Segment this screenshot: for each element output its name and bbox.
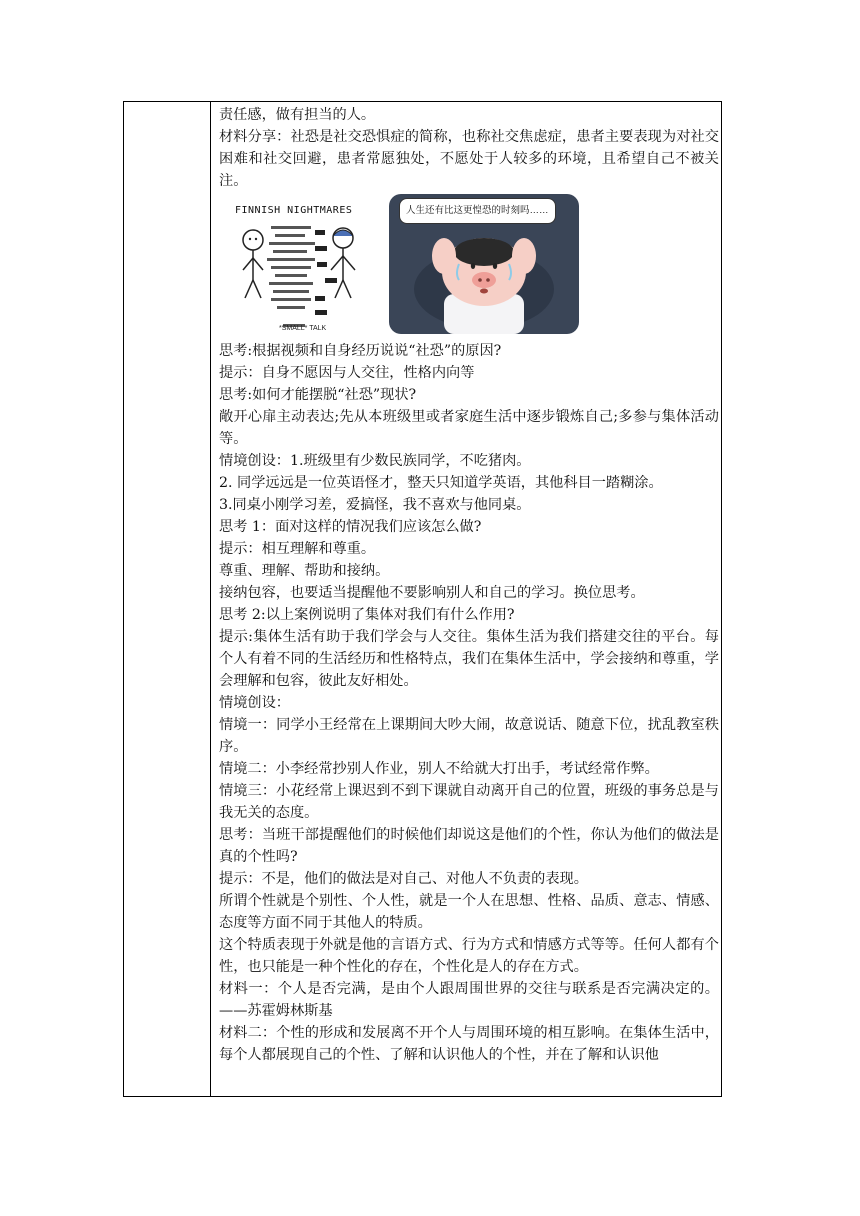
paragraph: 提示：相互理解和尊重。 bbox=[219, 541, 376, 557]
paragraph: 敞开心扉主动表达;先从本班级里或者家庭生活中逐步锻炼自己;多参与集体活动等。 bbox=[219, 409, 719, 447]
paragraph: 思考：当班干部提醒他们的时候他们却说这是他们的个性，你认为他们的做法是真的个性吗? bbox=[219, 827, 719, 865]
paragraph: 提示:集体生活有助于我们学会与人交往。集体生活为我们搭建交往的平台。每个人有着不同的生活经历和性格特点，我们在集体生活中，学会接纳和尊重，学会理解和包容，彼此友好相处。 bbox=[219, 629, 719, 689]
paragraph: 情境创设：1.班级里有少数民族同学，不吃猪肉。 bbox=[219, 453, 531, 469]
paragraph: 情境二：小李经常抄别人作业，别人不给就大打出手，考试经常作弊。 bbox=[219, 761, 659, 777]
paragraph: 3.同桌小刚学习差，爱搞怪，我不喜欢与他同桌。 bbox=[219, 497, 531, 513]
paragraph: 这个特质表现于外就是他的言语方式、行为方式和情感方式等等。任何人都有个性，也只能是一种个性化的存在，个性化是人的存在方式。 bbox=[219, 937, 719, 975]
paragraph: 尊重、理解、帮助和接纳。 bbox=[219, 563, 390, 579]
image-caption: 人生还有比这更惶恐的时刻吗…… bbox=[399, 198, 556, 224]
paragraph: 思考 1：面对这样的情况我们应该怎么做? bbox=[219, 519, 482, 535]
anxious-pig-image bbox=[389, 194, 579, 334]
paragraph: 思考:如何才能摆脱“社恐”现状? bbox=[219, 387, 417, 403]
image-title: FINNISH NIGHTMARES bbox=[235, 205, 353, 216]
paragraph: 提示：自身不愿因与人交往，性格内向等 bbox=[219, 365, 475, 381]
paragraph: 材料一：个人是否完满，是由个人跟周围世界的交往与联系是否完满决定的。——苏霍姆林斯基 bbox=[219, 981, 719, 1019]
paragraph: 提示：不是，他们的做法是对自己、对他人不负责的表现。 bbox=[219, 871, 588, 887]
paragraph: 情境一：同学小王经常在上课期间大吵大闹，故意说话、随意下位，扰乱教室秩序。 bbox=[219, 717, 719, 755]
lesson-table bbox=[123, 101, 722, 1097]
paragraph: 思考:根据视频和自身经历说说“社恐”的原因? bbox=[219, 343, 502, 359]
paragraph: 情境创设： bbox=[219, 695, 290, 711]
illustration-row bbox=[219, 194, 719, 338]
column-divider bbox=[210, 102, 211, 1096]
paragraph: 所谓个性就是个别性、个人性，就是一个人在思想、性格、品质、意志、情感、态度等方面不同于其他人的特质。 bbox=[219, 893, 719, 931]
paragraph: 思考 2:以上案例说明了集体对我们有什么作用? bbox=[219, 607, 515, 623]
lesson-content-cell bbox=[219, 104, 719, 1066]
finnish-nightmares-image bbox=[231, 200, 367, 334]
paragraph: 材料分享：社恐是社交恐惧症的简称，也称社交焦虑症，患者主要表现为对社交困难和社交回避，患者常愿独处，不愿处于人较多的环境，且希望自己不被关注。 bbox=[219, 129, 719, 189]
paragraph: 接纳包容，也要适当提醒他不要影响别人和自己的学习。换位思考。 bbox=[219, 585, 645, 601]
paragraph: 材料二：个性的形成和发展离不开个人与周围环境的相互影响。在集体生活中，每个人都展现自己的个性、了解和认识他人的个性，并在了解和认识他 bbox=[219, 1025, 719, 1063]
image-talk-label: *SMALL* TALK bbox=[279, 325, 327, 332]
paragraph: 2. 同学远远是一位英语怪才，整天只知道学英语，其他科目一踏糊涂。 bbox=[219, 475, 663, 491]
paragraph: 责任感，做有担当的人。 bbox=[219, 107, 376, 123]
paragraph: 情境三：小花经常上课迟到不到下课就自动离开自己的位置，班级的事务总是与我无关的态度。 bbox=[219, 783, 719, 821]
